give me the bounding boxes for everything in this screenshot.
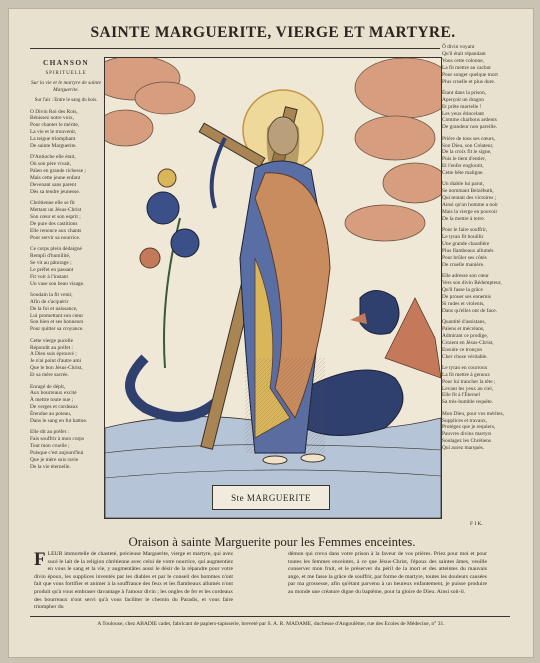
verse-line: Le préfet en passant [30,266,74,273]
verse-line: Elle fit à l'Éternel [442,392,480,399]
verse-line: Se vit au pâturage ; [30,259,72,266]
verse-line: Enragé de dépit, [30,383,66,390]
right-stanzas [442,44,526,452]
verse-line: Admirant ce prodige, [442,332,488,339]
prayer-left-column [34,551,233,612]
verse-line: Je n'ai point d'autre ami [30,358,82,365]
saint-illustration [104,57,442,519]
verse-line: Fais souffrir à mon corps [30,436,85,443]
verse-line: Pour le faire souffrir, [442,227,488,234]
verse-line: Cette vierge pucelle [30,337,74,344]
stanza [30,338,102,379]
page-title: SAINTE MARGUERITE, VIERGE ET MARTYRE. [90,24,456,41]
verse-line: Plus cruelle et plus dure. [442,78,496,85]
verse-line: De la foi et naissance, [30,305,78,312]
stanza [442,44,526,85]
chanson-subtitle: Sur la vie et le martyre de sainte Marguerite. [30,79,101,93]
verse-line: Qui aurez marqués. [442,445,485,452]
stanza [30,154,102,195]
verse-line: Mais la vierge en pouvoir [442,209,498,216]
verse-line: Rempli d'humilité, [30,252,71,259]
stanza [30,109,102,150]
verse-line: Pour lui trancher la tête ; [442,378,496,385]
verse-line: O Divin Roi des Rois, [30,108,78,115]
verse-line: Son cœur et son esprit ; [30,214,81,220]
verse-line: Son Dieu, son Créateur, [442,142,494,149]
verse-line: Le tyran fit bouillir [442,234,484,241]
stanza [442,136,526,177]
verse-line: Une grande chaudière [442,241,490,248]
verse-line: Et sa mère sacrée. [30,372,69,379]
verse-line: Et l'enfer engloutit, [442,163,484,170]
verse-line: Plus flambeaux allumés [442,248,494,255]
stanza [442,273,526,314]
stanza [30,384,102,425]
verse-line: La fit mettre au cachot [442,64,491,71]
verse-line: Que je mère suis ravie [30,456,79,463]
verse-line: Elle renonce aux chants [30,227,82,234]
stanza [442,319,526,360]
verse-line: Étant dans la prison, [442,89,487,96]
verse-line: Qui tentait des victoires ; [442,195,497,202]
verse-line: Les yeux étincelant [442,110,484,117]
verse-line: De pure des castitions [30,220,78,227]
verse-line: Levant les yeux au ciel, [442,385,494,392]
verse-line: Devenant sans parent [30,181,77,188]
stanza [442,227,526,268]
verse-line: Si rudes et violents, [442,300,485,307]
verse-line: La fit mettre à genoux [442,371,490,378]
verse-line: Croient en Jésus-Christ, [442,339,494,346]
stanza [30,200,102,241]
chanson-column [30,60,102,475]
verse-line: Prière de tous ses cœurs, [442,135,496,142]
verse-line: Puis le tient d'entier, [442,156,486,163]
verse-line: De la vie éternelle. [30,463,71,470]
verse-line: Un diable lui parut, [442,181,484,188]
verse-line: Mais cette jeune enfant [30,175,81,182]
title-rule [30,48,440,49]
chanson-subheading: SPIRITUELLE [45,69,87,76]
right-verse-column [442,44,526,456]
verse-line: Dans le sang en fut battue. [30,418,88,425]
verse-line: Elle adresse son cœur [442,273,489,280]
verse-line: A Dieu suis éprouvé ; [30,351,77,358]
chanson-heading: CHANSON [42,58,90,67]
verse-line: Elle dit au préfet : [30,429,69,436]
stanza [442,365,526,406]
verse-line: Sa très-humble requête. [442,399,494,406]
chanson-stanzas [30,109,102,471]
verse-line: Ce corps plein dédaigné [30,246,82,253]
verse-line: De la mettre à terre. [442,216,485,223]
verse-line: Ô divin voyant [442,44,475,50]
verse-line: Soulagez les Chrétiens [442,438,492,445]
verse-line: Étendue au poteau, [30,411,72,418]
verse-line: La vie et le trouvenir, [30,129,77,136]
verse-line: D'Antioche elle était, [30,154,76,161]
verse-line: De la croix fit le signe, [442,149,492,156]
verse-line: De sainte Marguerite. [30,143,77,150]
verse-line: De verges et cordeaux [30,404,78,411]
verse-line: Cher chose véritable. [442,353,488,360]
verse-line: Tout mon cruelle ; [30,443,70,450]
verse-line: Pour servir sa nourrice. [30,234,81,241]
stanza [30,292,102,333]
prayer-title: Oraison à sainte Marguerite pour les Femmes enceintes. [128,535,416,549]
stanza [442,181,526,222]
verse-line: Aux bourreaux excité [30,390,77,397]
verse-line: Que le bon Jésus-Christ, [30,365,83,372]
verse-line: Lui promettant son cœur [30,312,84,319]
verse-line: Comme charbons ardents [442,117,497,124]
chanson-tune: Sur l'air : Entre le sang du bois. [34,97,98,103]
verse-line: Un vase son beau visage. [30,280,85,287]
verse-line: Ainsi qu'un homme a noir [442,202,499,209]
verse-line: De prouer ses ennemis [442,293,491,300]
verse-line: Supplices et travaux, [442,417,488,424]
verse-line: Se nommant Belzébuth, [442,188,494,195]
prayer-left-text: LEUR immortelle de chasteté, précieuse Marguerite, vierge et martyre, qui avez sucé le lait de la religion chrétienne avec celui de votre nourrice, qui augmentiez en vous le sang et la vie, y augmentâtes aussi le désir de la répandre pour votre divin époux, les supplices inventés par les diables et par le conseil des hommes n'ont fait que vous fortifier et animer à la souffrance des feux et les flambeaux allumés n'ont produit qu'à vous embraser davantage à l'amour divin ; les ongles de fer et les cordeaux des bourreaux n'ont servi qu'à vous faciliter le chemin du Paradis, et vous faire triompher du [34,551,233,611]
stanza [30,429,102,470]
footer-rule [30,616,510,617]
verse-line: La teigue triomphant [30,136,76,143]
verse-line: Ensuite ce tronçon [442,346,483,353]
verse-line: Et prête mortelle ! [442,103,482,110]
verse-line: Pauvres divins martyrs [442,431,492,438]
printer-footer: A Toulouse, chez ABADIE cadet, fabricant de papiers-tapisserie, breveté par S. A. R. MADAME, duchesse d'Angoulême, rue des Ecoles de Médecine, n° 31. [97,621,445,627]
verse-line: De grandeur non pareille. [442,124,498,131]
verse-line: Qu'il était répandant [442,50,486,57]
verse-line: Chrétienne elle se fit [30,200,75,207]
verse-line: Aperçoit un dragon [442,96,484,103]
stanza [30,246,102,287]
verse-line: Afin de s'acquérir [30,298,69,305]
image-caption: Ste MARGUERITE [212,485,330,510]
verse-line: Puisque c'est aujourd'hui [30,450,84,457]
prayer-right-column: démon qui creva dans votre prison à la faveur de vos prières. Priez pour moi et pour toutes les femmes enceintes, à ce que Jésus-Christ, l'époux des saintes âmes, veuille conserver mon fruit, et le préserver du péril de la mort et des atteintes du mauvais ange, et me fasse la grâce de souffrir, par forme de martyre, toutes les douleurs causées par ma grossesse, afin qu'étant parvenu à un heureux enfantement, je puisse produire au monde une créature digne du baptême, pour la gloire de Dieu. Ainsi soit-il. [288,551,487,595]
engraver-signature: F I K. [470,521,483,527]
verse-line: Où son père vivait, [30,161,72,168]
verse-line: Protégez que je requiers, [442,424,496,431]
verse-line: Païens et mécréans, [442,325,485,332]
stanza [442,411,526,452]
verse-line: Soudain la fit venir, [30,291,73,298]
saint-margaret-engraving [105,58,441,518]
verse-line: Qu'il fasse la grâce [442,286,483,293]
verse-line: Répondit au préfet : [30,344,73,351]
verse-line: Son bien et ses honneurs [30,319,84,326]
verse-line: Mon Dieu, pour vos mérites, [442,410,504,417]
verse-line: Vous cette colonne, [442,57,484,64]
verse-line: Mettant un Jésus-Christ [30,207,82,214]
verse-line: Cette bête maligne. [442,170,484,177]
verse-line: À mettre toute nue ; [30,397,74,404]
verse-line: Bénissez notre voix, [30,115,74,122]
prayer-dropcap: F [34,549,46,570]
verse-line: De cruelle manière. [442,261,485,268]
verse-line: Païen en grande richesse ; [30,168,86,175]
verse-line: Dès sa tendre jeunesse. [30,188,80,195]
verse-line: Pour brûler ses côtés [442,254,487,261]
verse-line: Quantité d'assistans, [442,318,486,325]
verse-line: Pour songer quelque mort [442,71,498,78]
verse-line: Pour quitter sa croyance. [30,326,84,333]
verse-line: Pour chanter le mérite, [30,122,80,129]
verse-line: Dans qu'elles ont de face. [442,307,498,314]
verse-line: Le tyran en courroux [442,364,488,371]
verse-line: Vers son divin Rédempteur, [442,280,502,287]
verse-line: Fit voir à l'instant [30,273,68,280]
stanza [442,90,526,131]
